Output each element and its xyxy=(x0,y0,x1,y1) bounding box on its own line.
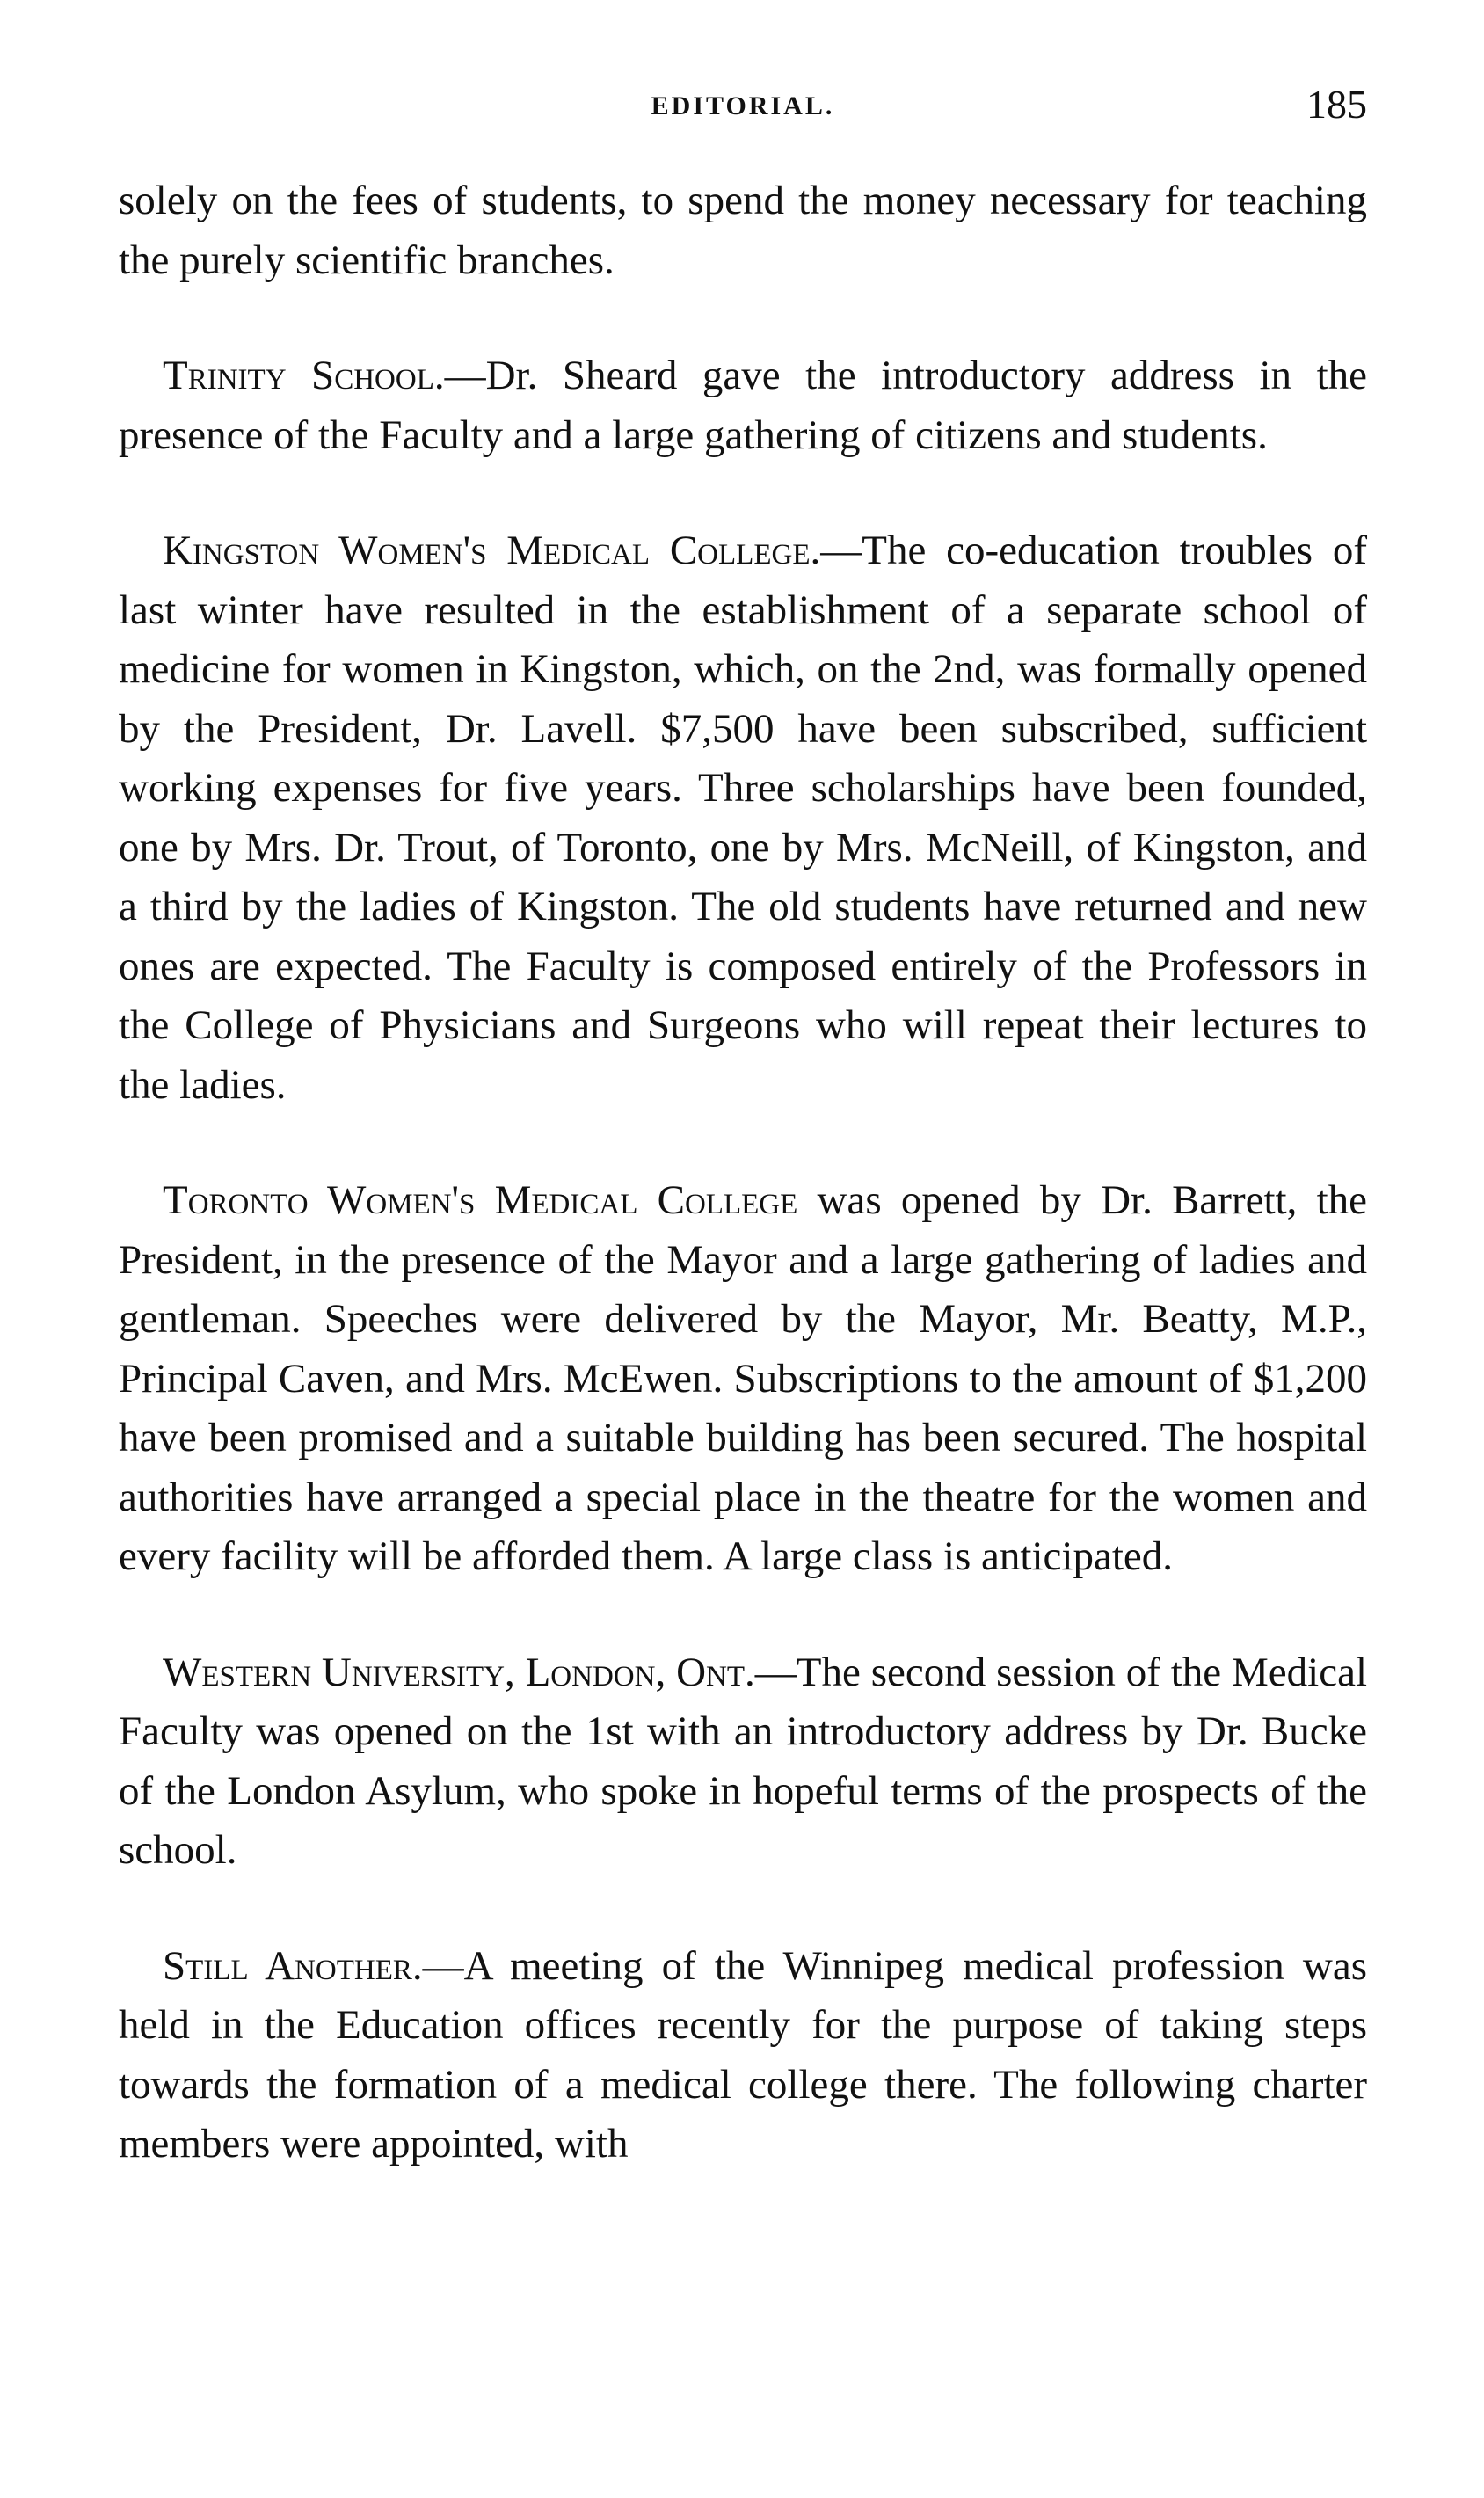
paragraph-text: —Dr. Sheard gave the introductory address in the presence of the Faculty and a large gathering of citizens and students. xyxy=(119,353,1367,458)
paragraph-heading: Still Another. xyxy=(163,1942,423,1989)
paragraph-kingston-womens-medical-college xyxy=(119,521,1367,1115)
paragraph-heading: Trinity School. xyxy=(163,353,445,398)
paragraph-toronto-womens-medical-college xyxy=(119,1171,1367,1587)
paragraph-text: —A meeting of the Winnipeg medical profession was held in the Education offices recently for the purpose of taking steps towards the formation of a medical college there. The following charter members were appointed, with xyxy=(119,1942,1367,2167)
paragraph-text: —The co-education troubles of last winter have resulted in the establishment of a separate school of medicine for women in Kingston, which, on the 2nd, was formally opened by the President, Dr. Lavell. $7,500 have been subscribed, sufficient working expenses for five years. Three scholarships have been founded, one by Mrs. Dr. Trout, of Toronto, one by Mrs. McNeill, of Kingston, and a third by the ladies of Kingston. The old students have returned and new ones are expected. The Faculty is composed entirely of the Professors in the College of Physicians and Surgeons who will repeat their lectures to the ladies. xyxy=(119,528,1367,1108)
paragraph-text: was opened by Dr. Barrett, the President, in the presence of the Mayor and a large gathering of ladies and gentleman. Speeches were delivered by the Mayor, Mr. Beatty, M.P., Principal Caven, and Mrs. McEwen. Subscriptions to the amount of $1,200 have been promised and a suitable building has been secured. The hospital authorities have arranged a special place in the theatre for the women and every facility will be afforded them. A large class is anticipated. xyxy=(119,1177,1367,1579)
paragraph-still-another xyxy=(119,1937,1367,2174)
paragraph-trinity-school xyxy=(119,346,1367,465)
paragraph-text: solely on the fees of students, to spend the money necessary for teaching the purely scientific branches. xyxy=(119,178,1367,283)
article-body xyxy=(119,171,1367,2174)
paragraph-text: —The second session of the Medical Faculty was opened on the 1st with an introductory address by Dr. Bucke of the London Asylum, who spoke in hopeful terms of the prospects of the school. xyxy=(119,1649,1368,1873)
running-head xyxy=(119,81,1367,142)
paragraph-heading: Toronto Women's Medical College xyxy=(163,1177,798,1223)
running-title: EDITORIAL. xyxy=(651,91,835,120)
page-number: 185 xyxy=(1306,82,1367,127)
paragraph-heading: Western University, London, Ont. xyxy=(163,1649,755,1695)
paragraph-heading: Kingston Women's Medical College. xyxy=(163,528,821,573)
paragraph-continued xyxy=(119,171,1367,290)
paragraph-western-university xyxy=(119,1643,1367,1881)
